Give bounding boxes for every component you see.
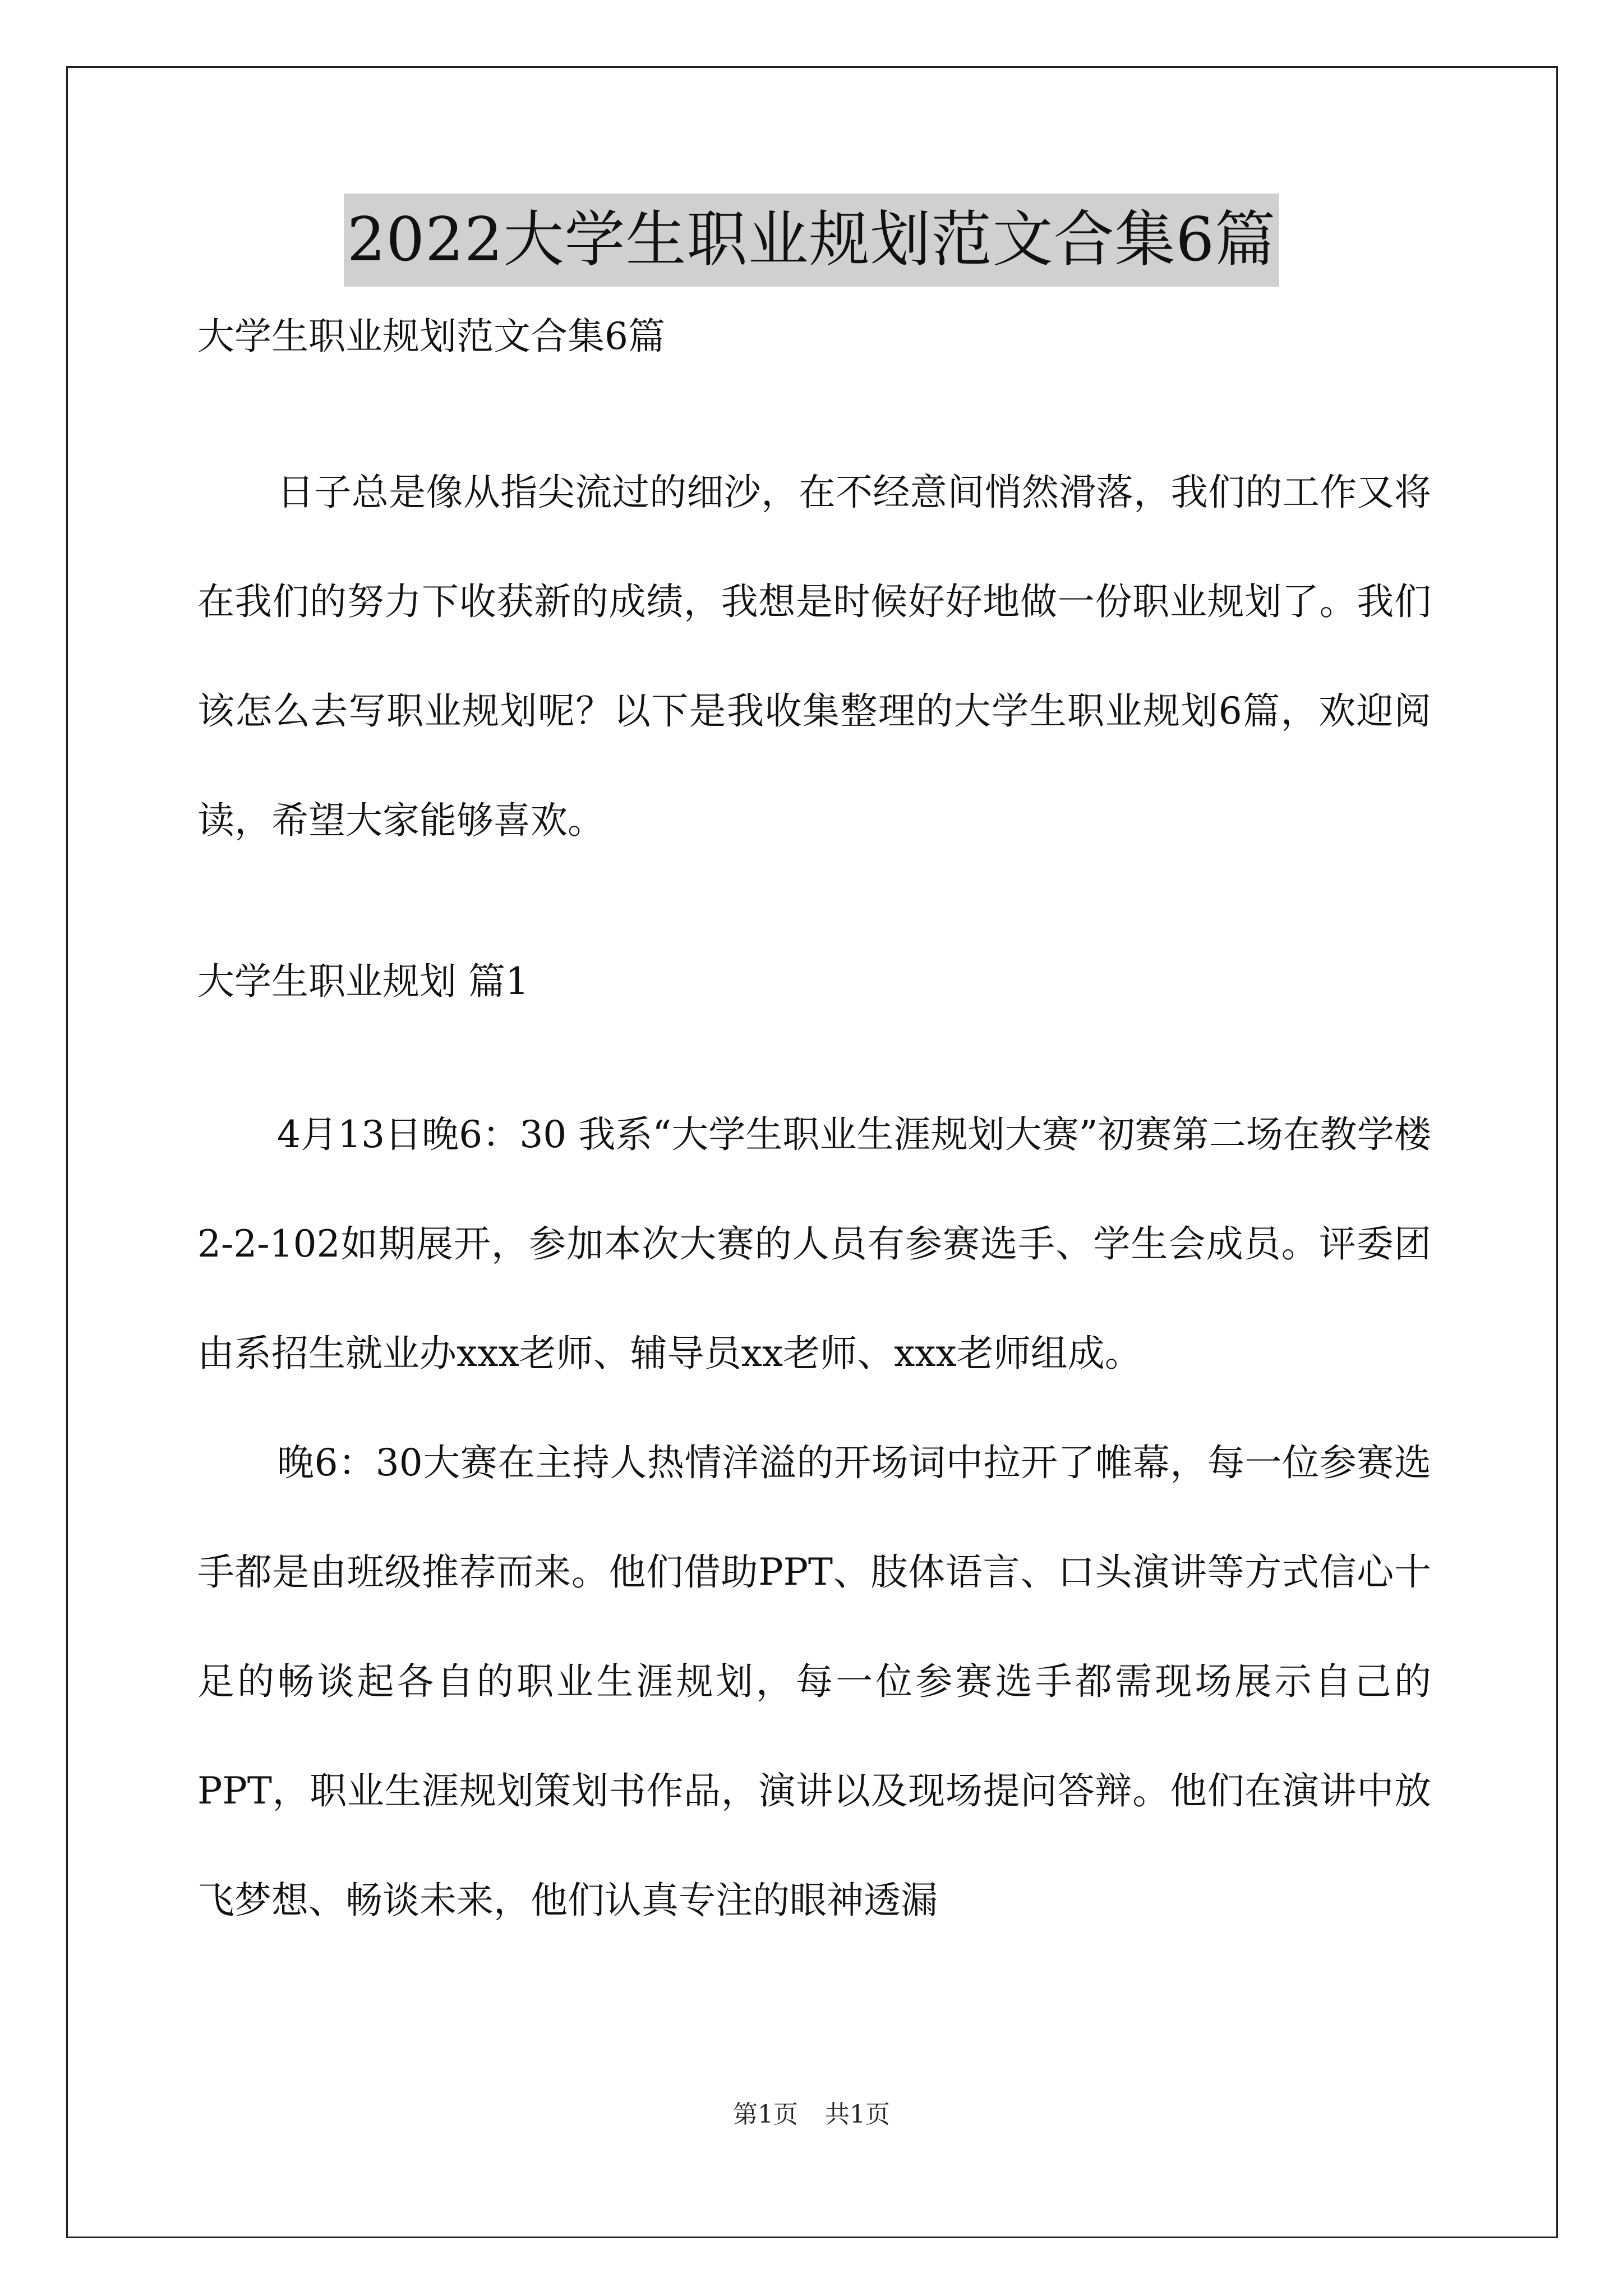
page-total: 共1页 — [825, 2100, 890, 2129]
intro-section — [197, 438, 1431, 875]
page-footer — [0, 2098, 1623, 2132]
title-container — [0, 194, 1623, 287]
document-subtitle: 大学生职业规划范文合集6篇 — [197, 315, 665, 358]
section-heading: 大学生职业规划 篇1 — [197, 960, 529, 1003]
intro-paragraph: 日子总是像从指尖流过的细沙，在不经意间悄然滑落，我们的工作又将在我们的努力下收获新的成绩，我想是时候好好地做一份职业规划了。我们该怎么去写职业规划呢？以下是我收集整理的大学生职业规划6篇，欢迎阅读，希望大家能够喜欢。 — [197, 471, 1431, 842]
page-number: 第1页 — [733, 2100, 798, 2129]
body-paragraph-2: 晚6：30大赛在主持人热情洋溢的开场词中拉开了帷幕，每一位参赛选手都是由班级推荐而来。他们借助PPT、肢体语言、口头演讲等方式信心十足的畅谈起各自的职业生涯规划，每一位参赛选手都需现场展示自己的PPT，职业生涯规划策划书作品，演讲以及现场提问答辩。他们在演讲中放飞梦想、畅谈未来，他们认真专注的眼神透漏 — [197, 1441, 1431, 1922]
section-body — [197, 1080, 1431, 1955]
document-title: 2022大学生职业规划范文合集6篇 — [344, 194, 1280, 287]
body-paragraph-1: 4月13日晚6：30 我系“大学生职业生涯规划大赛”初赛第二场在教学楼2-2-102如期展开，参加本次大赛的人员有参赛选手、学生会成员。评委团由系招生就业办xxx老师、辅导员xx老师、xxx老师组成。 — [197, 1113, 1431, 1375]
